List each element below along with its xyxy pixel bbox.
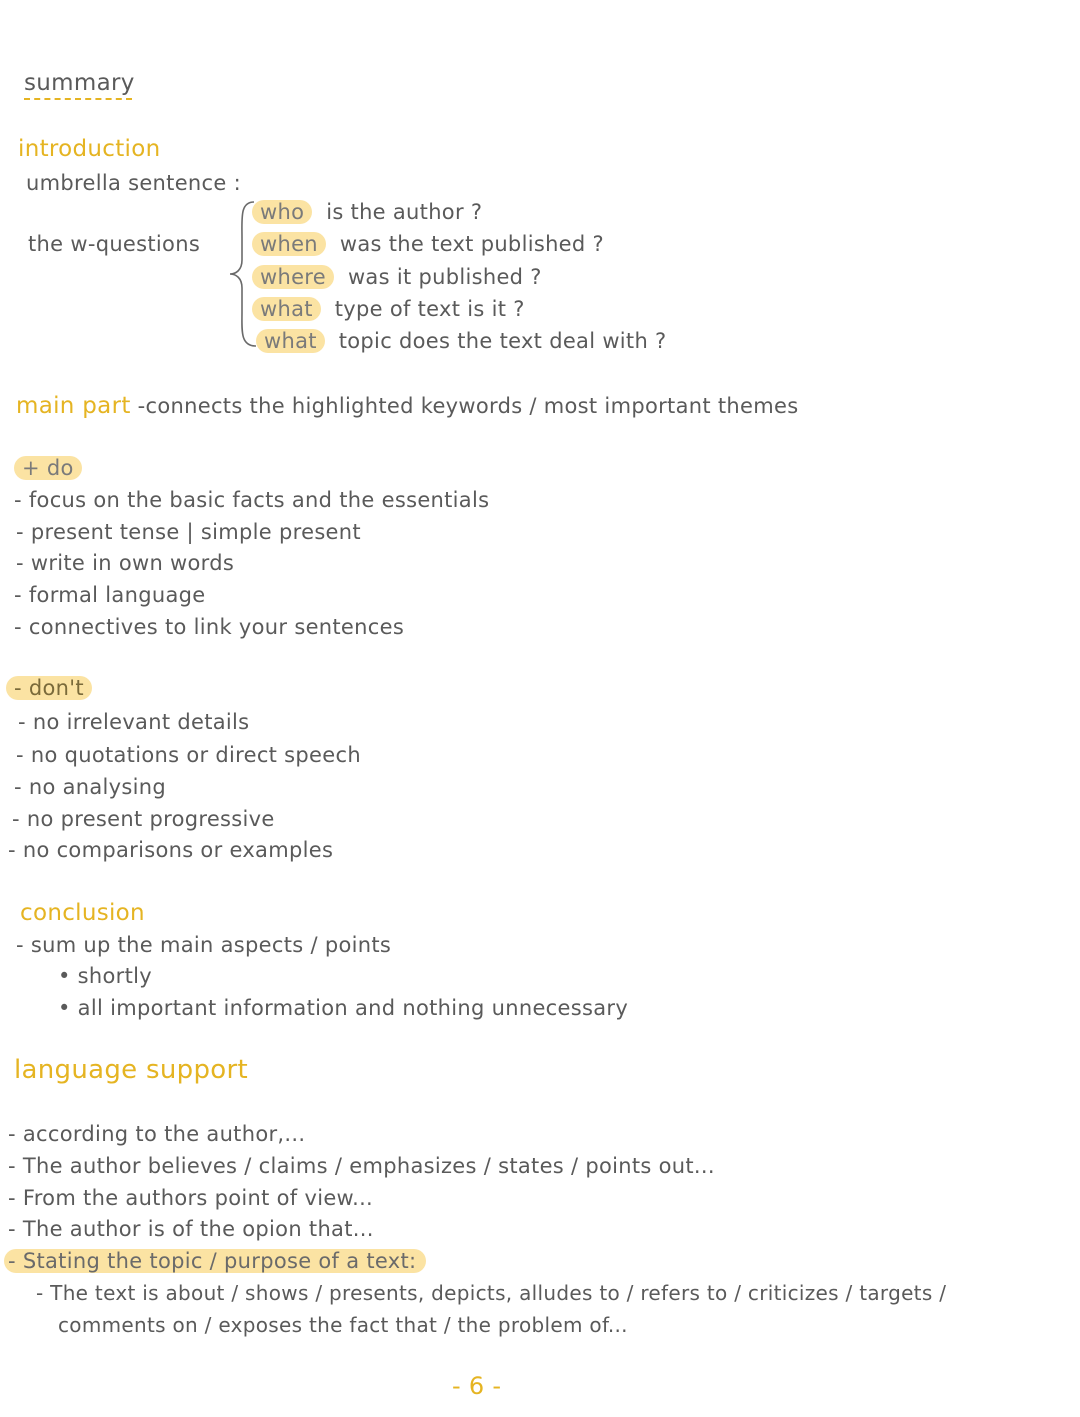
dont-badge: - don't [6,676,92,700]
do-badge: + do [14,456,82,480]
question-keyword: what [256,329,325,353]
title-underline [24,98,132,100]
bullet-text: all important information and nothing unnecessary [77,996,629,1020]
bullet-icon: • [58,964,78,988]
list-item: - no quotations or direct speech [16,743,361,767]
list-item: - no analysing [14,775,167,799]
list-item: - no present progressive [12,807,275,831]
conclusion-bullet [58,996,628,1020]
question-keyword: who [252,200,312,224]
question-keyword: where [252,265,334,289]
main-part-heading: main part [16,393,131,419]
list-item: - The author is of the opion that... [8,1217,374,1241]
w-question-when [252,232,604,256]
stating-sub-line-2: comments on / exposes the fact that / the problem of... [58,1313,628,1337]
w-question-what-type [252,297,525,321]
list-item: - connectives to link your sentences [14,615,405,639]
bullet-text: shortly [77,964,153,988]
w-question-where [252,265,542,289]
w-question-what-topic [256,329,667,353]
question-text: is the author ? [326,200,483,224]
stating-sub-line-1: - The text is about / shows / presents, depicts, alludes to / refers to / criticizes / targets / [36,1281,947,1305]
do-label [14,456,82,480]
umbrella-sentence-label: umbrella sentence : [26,171,241,195]
list-item: - formal language [14,583,206,607]
page-title: summary [24,70,135,96]
list-item: - focus on the basic facts and the essentials [14,488,490,512]
question-keyword: when [252,232,326,256]
conclusion-heading: conclusion [20,900,145,926]
question-text: type of text is it ? [334,297,525,321]
introduction-heading: introduction [18,136,161,162]
list-item: - no comparisons or examples [8,838,334,862]
page-number: - 6 - [452,1372,502,1400]
list-item: - present tense | simple present [16,520,361,544]
question-text: topic does the text deal with ? [338,329,667,353]
bullet-icon: • [58,996,78,1020]
question-text: was the text published ? [339,232,604,256]
stating-topic-line [4,1249,426,1273]
list-item: - From the authors point of view... [8,1186,374,1210]
w-questions-label: the w-questions [28,232,201,256]
main-part-description: -connects the highlighted keywords / most important themes [137,394,799,418]
list-item: - no irrelevant details [18,710,250,734]
conclusion-item: - sum up the main aspects / points [16,933,392,957]
conclusion-bullet [58,964,152,988]
language-support-heading: language support [14,1055,248,1085]
list-item: - The author believes / claims / emphasizes / states / points out... [8,1154,715,1178]
stating-topic-highlight: - Stating the topic / purpose of a text: [4,1249,426,1273]
dont-label [6,676,92,700]
list-item: - according to the author,... [8,1122,306,1146]
list-item: - write in own words [16,551,235,575]
main-part-line [16,393,798,419]
question-text: was it published ? [347,265,542,289]
question-keyword: what [252,297,321,321]
w-question-who [252,200,482,224]
